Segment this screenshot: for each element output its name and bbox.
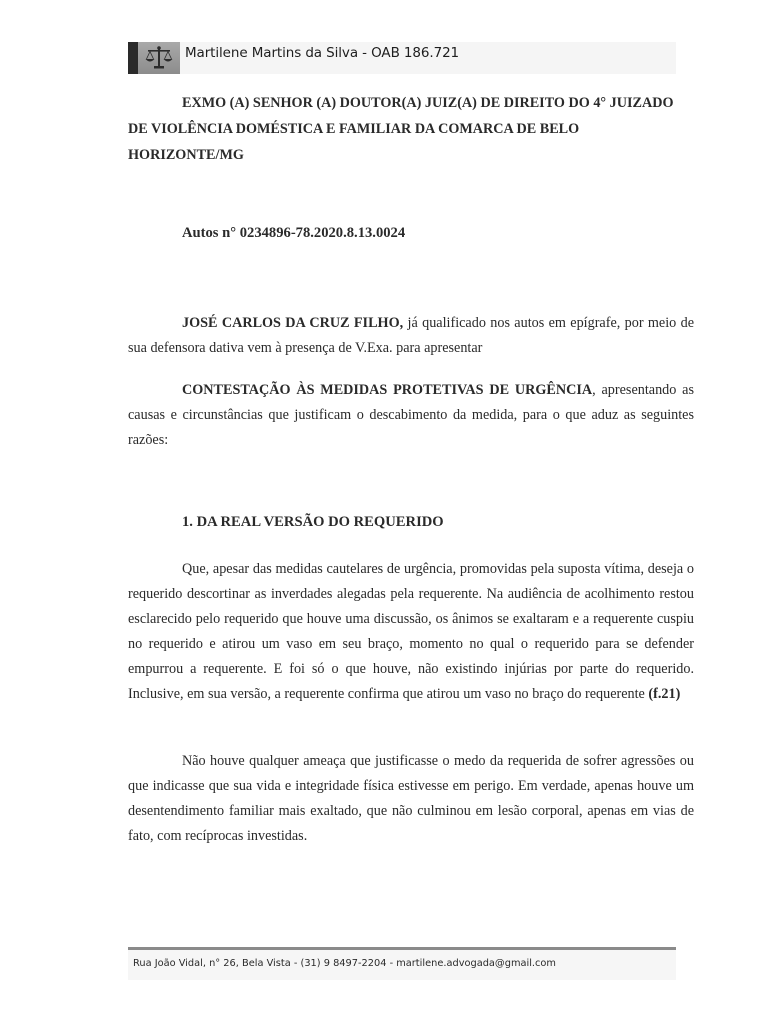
scales-of-justice-icon — [138, 42, 180, 74]
body-paragraph-1 — [128, 557, 694, 707]
qualification-paragraph — [128, 311, 694, 361]
qualification-text: já qualificado nos autos em epígrafe, por meio de sua defensora dativa vem à presença de V.Exa. para apresentar — [128, 315, 694, 356]
letterhead-header — [128, 42, 676, 74]
contestation-title: CONTESTAÇÃO ÀS MEDIDAS PROTETIVAS DE URGÊNCIA — [182, 382, 593, 398]
document-addressee: EXMO (A) SENHOR (A) DOUTOR(A) JUIZ(A) DE DIREITO DO 4° JUIZADO DE VIOLÊNCIA DOMÉSTICA E FAMILIAR DA COMARCA DE BELO HORIZONTE/MG — [128, 95, 674, 163]
defendant-name: JOSÉ CARLOS DA CRUZ FILHO, — [182, 315, 404, 331]
body-paragraph-2: Não houve qualquer ameaça que justificasse o medo da requerida de sofrer agressões ou que indicasse que sua vida e integridade física estivesse em perigo. Em verdade, apenas houve um desentendimento familiar mais exaltado, que não culminou em lesão corporal, apenas em vias de fato, com recíprocas investidas. — [128, 753, 694, 844]
case-number: Autos n° 0234896-78.2020.8.13.0024 — [182, 225, 406, 241]
attorney-name: Martilene Martins da Silva - OAB 186.721 — [185, 45, 460, 61]
section-heading: 1. DA REAL VERSÃO DO REQUERIDO — [182, 514, 444, 530]
body-paragraph-1-text: Que, apesar das medidas cautelares de urgência, promovidas pela suposta vítima, deseja o requerido descortinar as inverdades alegadas pela requerente. Na audiência de acolhimento restou esclarecido pelo requerido que houve uma discussão, os ânimos se exaltaram e a requerente cuspiu no requerido e atirou um vaso em seu braço, momento no qual o requerido para se defender empurrou a requerente. E foi só o que houve, não existindo injúrias por parte do requerido. Inclusive, em sua versão, a requerente confirma que atirou um vaso no braço do requerente — [128, 561, 694, 702]
footer-contact: Rua João Vidal, n° 26, Bela Vista - (31) 9 8497-2204 - martilene.advogada@gmail.com — [133, 958, 556, 969]
contestation-text: , apresentando as causas e circunstâncias que justificam o descabimento da medida, para o que aduz as seguintes razões: — [128, 382, 694, 448]
header-accent-bar — [128, 42, 138, 74]
page-reference: (f.21) — [648, 686, 681, 702]
contestation-paragraph — [128, 378, 694, 453]
